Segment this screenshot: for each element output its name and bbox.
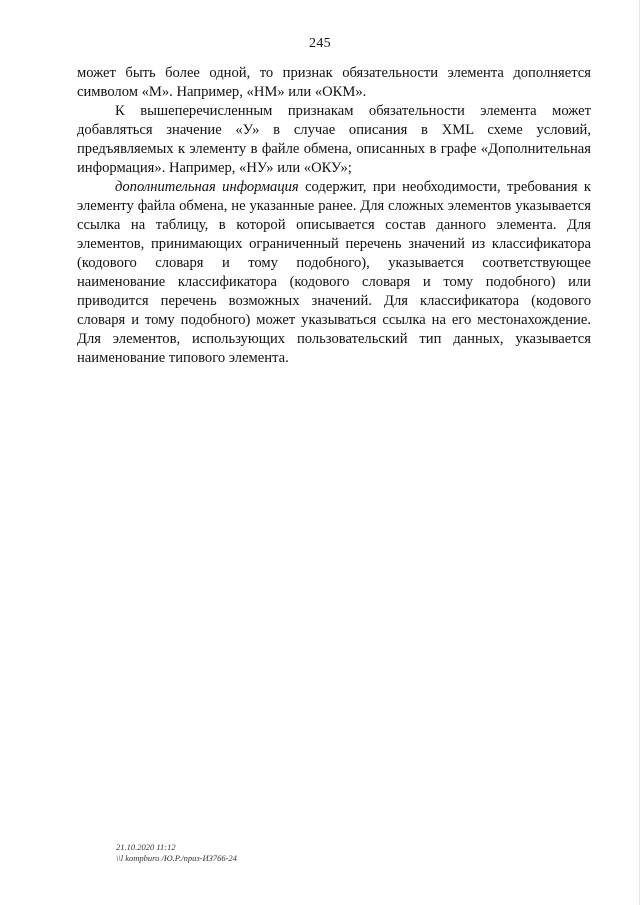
footer-timestamp: 21.10.2020 11:12 (116, 842, 176, 852)
paragraph-additional-info-text: содержит, при необходимости, требования к элементу файла обмена, не указанные ранее. Для сложных элементов указывается ссылка на таблицу, в которой описывается состав данного элемента. Для элементов, принимающих ограниченный перечень значений из классификатора (кодового словаря и тому подобного), указывается соответствующее наименование классификатора (кодового словаря и тому подобного) или приводится перечень возможных значений. Для классификатора (кодового словаря и тому подобного) может указываться ссылка на его местонахождение. Для элементов, использующих пользовательский тип данных, указывается наименование типового элемента. (77, 179, 591, 366)
term-additional-info: дополнительная информация (115, 179, 299, 195)
paragraph-additional-info (77, 178, 591, 368)
footer-file-path: \\l kompburo /Ю.Р./приз-ИЗ766-24 (116, 853, 237, 863)
body-text (77, 64, 591, 368)
paragraph-continuation: может быть более одной, то признак обязательности элемента дополняется символом «М». Например, «НМ» или «ОКМ». (77, 65, 591, 100)
page-number: 245 (309, 36, 331, 51)
paragraph-additional-value: К вышеперечисленным признакам обязательности элемента может добавляться значение «У» в случае описания в XML схеме условий, предъявляемых к элементу в файле обмена, описанных в графе «Дополнительная информация». Например, «НУ» или «ОКУ»; (77, 103, 591, 176)
print-footer (116, 842, 237, 864)
